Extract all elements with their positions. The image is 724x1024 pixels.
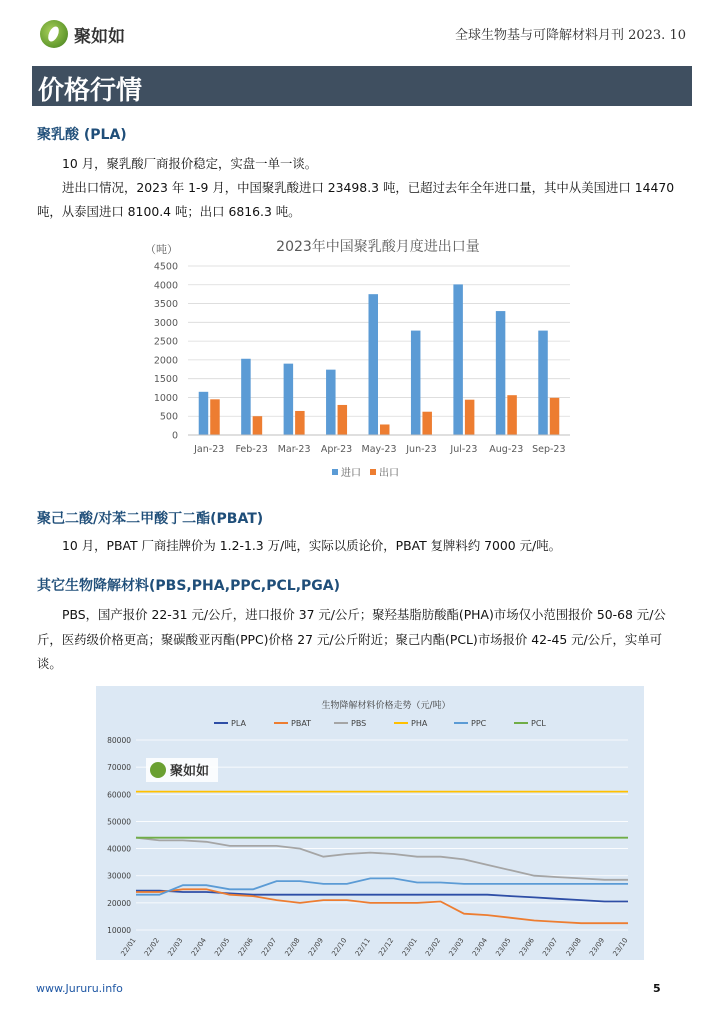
bar-进口: [326, 370, 336, 435]
bar-出口: [422, 412, 432, 435]
legend-label: PHA: [411, 719, 428, 728]
watermark-logo: [146, 758, 218, 782]
x-tick-label: 22/12: [377, 936, 396, 958]
x-tick-label: Aug-23: [489, 444, 524, 455]
bio-material-price-chart: [96, 686, 644, 960]
y-tick-label: 1500: [153, 374, 178, 386]
others-line1: PBS，国产报价 22-31 元/公斤，进口报价 37 元/公斤；聚羟基脂肪酸酯(PHA)市场仅小范围报价 50-68 元/公: [62, 607, 666, 622]
others-line3: 谈。: [37, 656, 62, 671]
y-tick-label: 10000: [107, 926, 131, 935]
others-heading: 其它生物降解材料(PBS,PHA,PPC,PCL,PGA): [37, 578, 340, 594]
pla-heading: 聚乳酸 (PLA): [37, 127, 127, 143]
y-unit-label: （吨）: [145, 243, 178, 256]
x-tick-label: 23/01: [400, 936, 419, 958]
y-tick-label: 1000: [153, 392, 178, 404]
y-tick-label: 500: [159, 411, 178, 423]
bar-进口: [538, 331, 548, 435]
bar-进口: [241, 359, 251, 435]
x-tick-label: May-23: [361, 444, 397, 455]
x-tick-label: 22/03: [166, 936, 185, 958]
pla-para2-line1: 进出口情况，2023 年 1-9 月，中国聚乳酸进口 23498.3 吨，已超过去年全年进口量，其中从美国进口 14470: [62, 180, 675, 195]
x-tick-label: 22/02: [142, 936, 162, 958]
legend-label: PLA: [231, 719, 246, 728]
bar-出口: [507, 395, 517, 435]
legend-swatch-出口: [370, 469, 376, 475]
y-tick-label: 0: [171, 430, 178, 442]
banner-title: 价格行情: [38, 76, 143, 106]
x-tick-label: 23/03: [447, 936, 466, 958]
legend-label: PPC: [471, 719, 487, 728]
y-tick-label: 20000: [107, 898, 131, 908]
x-tick-label: 22/07: [260, 936, 279, 958]
legend-label: 进口: [341, 468, 361, 479]
pbat-para: 10 月，PBAT 厂商挂牌价为 1.2-1.3 万/吨，实际以质论价，PBAT 复牌料约 7000 元/吨。: [62, 538, 561, 553]
bar-进口: [369, 294, 379, 435]
journal-title: 全球生物基与可降解材料月刊 2023. 10: [454, 28, 686, 43]
legend-swatch-进口: [332, 469, 338, 475]
others-line2: 斤，医药级价格更高；聚碳酸亚丙酯(PPC)价格 27 元/公斤附近；聚己内酯(PCL)市场报价 42-45 元/公斤，实单可: [37, 632, 663, 647]
x-tick-label: 23/04: [470, 936, 490, 958]
x-tick-label: 23/07: [541, 936, 560, 958]
y-tick-label: 30000: [107, 871, 131, 881]
y-tick-label: 70000: [107, 763, 131, 773]
legend-label: PBAT: [291, 719, 312, 728]
footer-url[interactable]: www.Jururu.info: [36, 982, 123, 995]
x-tick-label: 22/08: [283, 936, 302, 958]
bar-出口: [338, 405, 348, 435]
pla-para1: 10 月，聚乳酸厂商报价稳定，实盘一单一谈。: [62, 156, 318, 171]
legend-label: PBS: [351, 719, 367, 728]
x-tick-label: Apr-23: [320, 444, 353, 455]
bar-出口: [295, 411, 305, 435]
x-tick-label: 22/01: [119, 936, 138, 958]
x-tick-label: 23/08: [564, 936, 583, 958]
y-tick-label: 40000: [107, 844, 131, 854]
logo: [40, 20, 125, 48]
x-tick-label: 22/05: [213, 936, 232, 958]
x-tick-label: Feb-23: [235, 444, 268, 455]
x-tick-label: Sep-23: [532, 444, 566, 455]
chart-background: [96, 686, 644, 960]
legend-label: 出口: [379, 468, 399, 479]
x-tick-label: 23/09: [588, 936, 607, 958]
x-tick-label: Jan-23: [194, 444, 225, 455]
y-tick-label: 80000: [107, 736, 131, 745]
watermark-text: 聚如如: [170, 764, 210, 779]
x-tick-label: 23/05: [494, 936, 513, 958]
y-tick-label: 2500: [153, 336, 178, 348]
bar-出口: [550, 398, 560, 435]
leaf-logo-icon: [40, 20, 68, 48]
bar-出口: [253, 416, 263, 435]
x-tick-label: Jul-23: [450, 444, 478, 455]
pla-import-export-chart: [140, 232, 580, 484]
bar-进口: [284, 364, 294, 435]
x-tick-label: 23/02: [424, 936, 443, 958]
y-tick-label: 3000: [153, 317, 178, 329]
legend-label: PCL: [531, 719, 546, 728]
x-tick-label: 22/09: [306, 936, 326, 958]
x-tick-label: Jun-23: [406, 444, 437, 455]
y-tick-label: 3500: [153, 299, 178, 311]
x-tick-label: Mar-23: [277, 444, 311, 455]
bar-出口: [465, 400, 475, 435]
x-tick-label: 22/06: [236, 936, 255, 958]
x-tick-label: 22/10: [330, 936, 349, 958]
pla-para2-line2: 吨，从泰国进口 8100.4 吨；出口 6816.3 吨。: [37, 204, 301, 219]
pbat-heading: 聚己二酸/对苯二甲酸丁二酯(PBAT): [37, 511, 264, 527]
y-tick-label: 4500: [153, 261, 178, 273]
y-tick-label: 4000: [153, 280, 178, 292]
bar-进口: [453, 284, 463, 435]
bar-出口: [380, 424, 390, 435]
watermark-leaf-icon: [150, 762, 166, 778]
x-tick-label: 22/11: [353, 936, 372, 958]
page-number: 5: [653, 982, 661, 995]
bar-进口: [496, 311, 506, 435]
chart-title: 生物降解材料价格走势（元/吨）: [321, 701, 451, 711]
logo-text: 聚如如: [74, 26, 125, 47]
y-tick-label: 2000: [153, 355, 178, 367]
chart-title: 2023年中国聚乳酸月度进出口量: [276, 239, 480, 255]
x-tick-label: 22/04: [189, 936, 208, 958]
y-tick-label: 50000: [107, 817, 131, 827]
bar-进口: [199, 392, 209, 435]
x-tick-label: 23/10: [611, 936, 630, 958]
y-tick-label: 60000: [107, 790, 131, 800]
bar-进口: [411, 331, 421, 435]
x-tick-label: 23/06: [517, 936, 536, 958]
bar-出口: [210, 399, 220, 435]
